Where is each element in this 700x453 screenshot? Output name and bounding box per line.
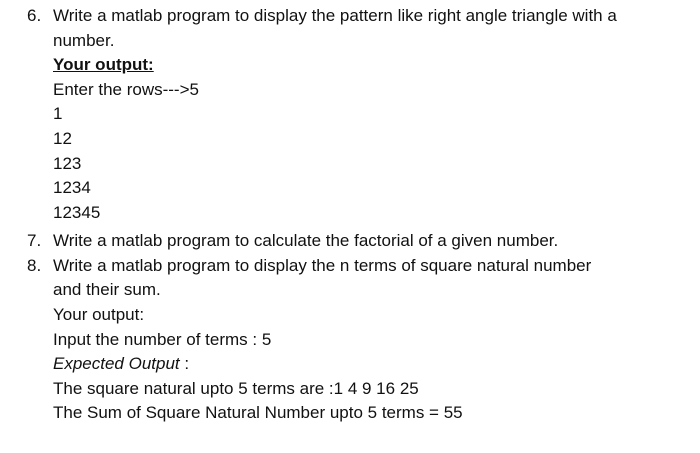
- q8-text-line2: and their sum.: [53, 280, 161, 299]
- q6-output-heading: Your output:: [53, 55, 154, 74]
- q8-output-heading: Your output:: [53, 305, 145, 324]
- q8-expected-output: [53, 352, 189, 377]
- q6-prompt: Enter the rows--->5: [53, 80, 199, 99]
- q6-number: 6.: [27, 6, 42, 25]
- q7-text: Write a matlab program to calculate the factorial of a given number.: [53, 231, 559, 250]
- q6-row-3: 123: [53, 154, 82, 173]
- q6-text-line2: number.: [53, 31, 115, 50]
- q8-expected-label: Expected Output: [53, 354, 180, 373]
- q8-text-line1: Write a matlab program to display the n terms of square natural number: [53, 256, 592, 275]
- q8-result-line2: The Sum of Square Natural Number upto 5 terms = 55: [53, 403, 463, 422]
- q6-row-1: 1: [53, 104, 63, 123]
- q6-row-5: 12345: [53, 203, 101, 222]
- q6-row-4: 1234: [53, 178, 91, 197]
- q8-expected-colon: :: [179, 354, 190, 373]
- q6-text-line1: Write a matlab program to display the pattern like right angle triangle with a: [53, 6, 617, 25]
- q8-input-line: Input the number of terms : 5: [53, 330, 272, 349]
- q8-number: 8.: [27, 256, 42, 275]
- q7-number: 7.: [27, 231, 42, 250]
- q8-result-line1: The square natural upto 5 terms are :1 4 9 16 25: [53, 379, 419, 398]
- q6-row-2: 12: [53, 129, 72, 148]
